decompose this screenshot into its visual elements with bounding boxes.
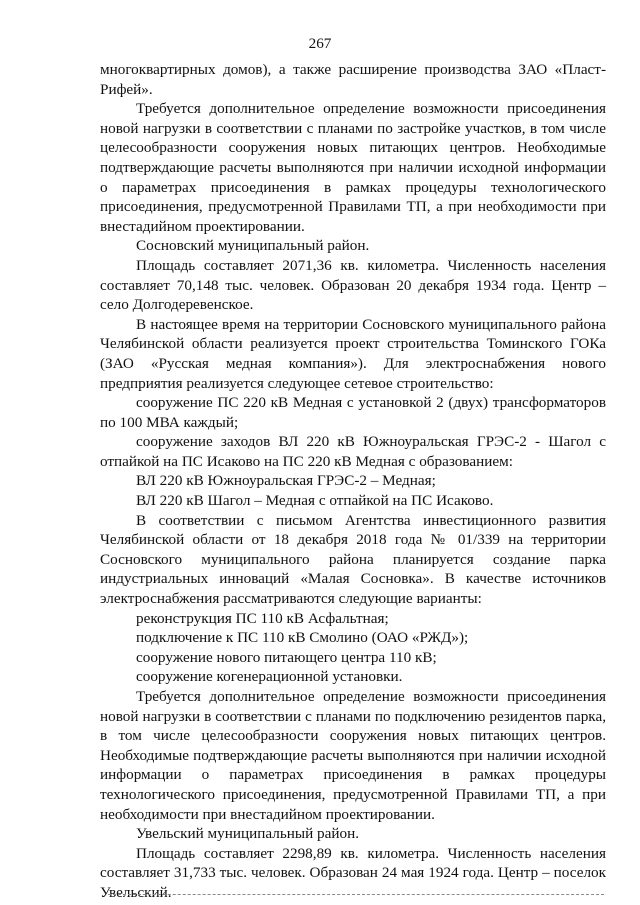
paragraph: Площадь составляет 2071,36 кв. километра. Численность населения составляет 70,148 тыс. человек. Образован 20 декабря 1934 года. Центр – село Долгодеревенское. — [100, 256, 606, 314]
paragraph: Требуется дополнительное определение возможности присоединения новой нагрузки в соответствии с планами по подключению резидентов парка, в том числе целесообразности сооружения новых питающих центров. Необходимые подтверждающие расчеты выполняются при наличии исходной информации о параметрах присоединения в рамках процедуры технологического присоединения, предусмотренной Правилами ТП, а при необходимости при внестадийном проектировании. — [100, 688, 606, 823]
page-number: 267 — [308, 35, 332, 52]
paragraph: Требуется дополнительное определение возможности присоединения новой нагрузки в соответствии с планами по застройке участков, в том числе целесообразности сооружения новых питающих центров. Необходимые подтверждающие расчеты выполняются при наличии исходной информации о параметрах присоединения в рамках процедуры технологического присоединения, предусмотренной Правилами ТП, а при необходимости при внестадийном проектировании. — [100, 100, 606, 235]
document-body — [100, 60, 606, 903]
paragraph: многоквартирных домов), а также расширение производства ЗАО «Пласт-Рифей». — [100, 61, 606, 98]
section-heading: Увельский муниципальный район. — [136, 825, 359, 843]
list-item: сооружение нового питающего центра 110 кВ; — [136, 648, 437, 666]
list-item: подключение к ПС 110 кВ Смолино (ОАО «РЖД»); — [136, 629, 469, 647]
list-item: ВЛ 220 кВ Южноуральская ГРЭС-2 – Медная; — [136, 472, 436, 490]
list-item: ВЛ 220 кВ Шагол – Медная с отпайкой на ПС Исаково. — [136, 492, 494, 510]
paragraph: В соответствии с письмом Агентства инвестиционного развития Челябинской области от 18 декабря 2018 года № 01/339 на территории Сосновского муниципального района планируется создание парка индустриальных инноваций «Малая Сосновка». В качестве источников электроснабжения рассматриваются следующие варианты: — [100, 511, 606, 608]
list-item: сооружение когенерационной установки. — [136, 668, 403, 686]
paragraph: Площадь составляет 2298,89 кв. километра. Численность населения составляет 31,733 тыс. человек. Образован 24 мая 1924 года. Центр – поселок Увельский. — [100, 844, 606, 901]
section-heading: Сосновский муниципальный район. — [136, 237, 370, 255]
list-item: реконструкция ПС 110 кВ Асфальтная; — [136, 609, 389, 627]
list-item: сооружение ПС 220 кВ Медная с установкой 2 (двух) трансформаторов по 100 МВА каждый; — [100, 394, 606, 431]
footer-rule — [108, 894, 604, 895]
paragraph: В настоящее время на территории Сосновского муниципального района Челябинской области реализуется проект строительства Томинского ГОКа (ЗАО «Русская медная компания»). Для электроснабжения нового предприятия реализуется следующее сетевое строительство: — [100, 315, 606, 392]
list-item: сооружение заходов ВЛ 220 кВ Южноуральская ГРЭС-2 - Шагол с отпайкой на ПС Исаково на ПС 220 кВ Медная с образованием: — [100, 433, 606, 470]
